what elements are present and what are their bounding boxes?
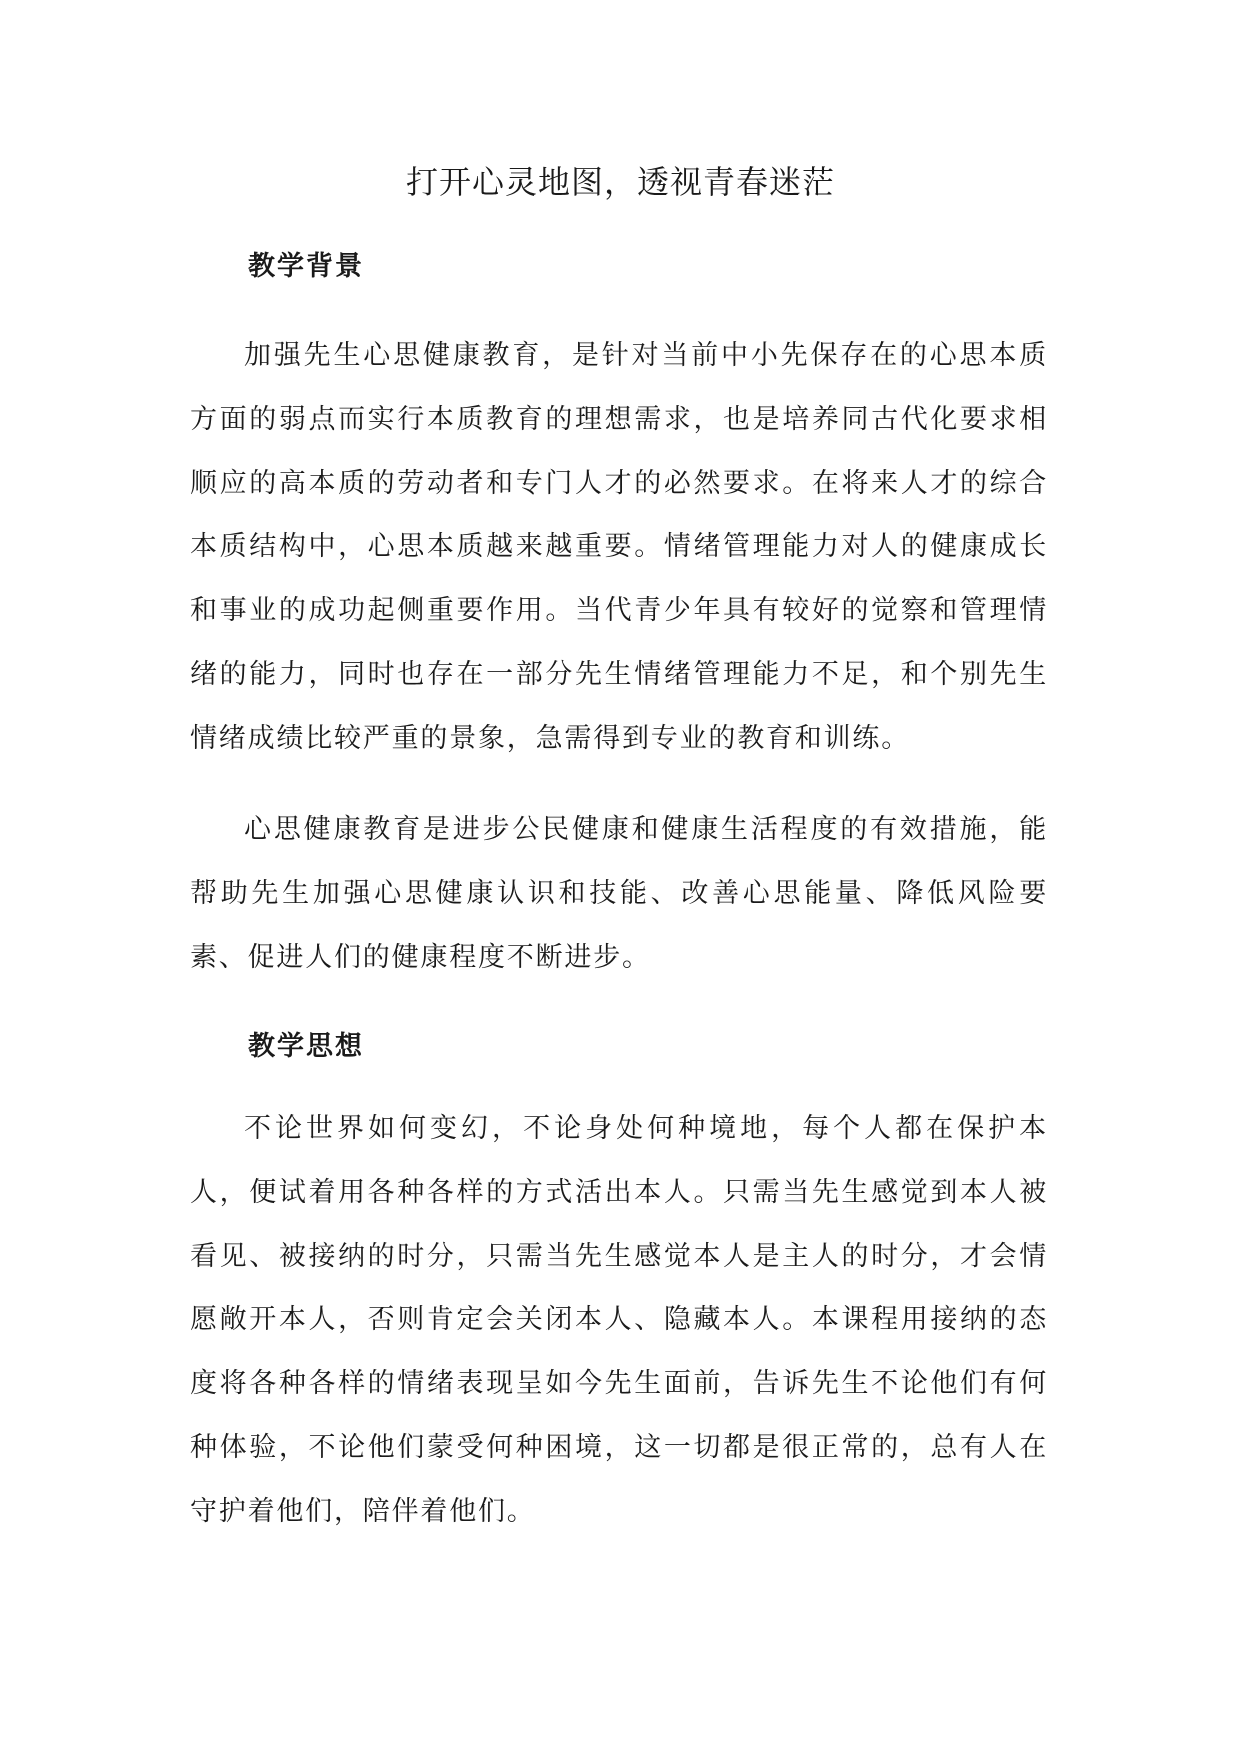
section-heading-background: 教学背景 xyxy=(248,251,364,282)
paragraph: 心思健康教育是进步公民健康和健康生活程度的有效措施，能帮助先生加强心思健康认识和技能、改善心思能量、降低风险要素、促进人们的健康程度不断进步。 xyxy=(190,814,1048,973)
section-heading-philosophy: 教学思想 xyxy=(248,1031,364,1062)
document-title: 打开心灵地图，透视青春迷茫 xyxy=(405,163,835,201)
paragraph: 加强先生心思健康教育，是针对当前中小先保存在的心思本质方面的弱点而实行本质教育的理想需求，也是培养同古代化要求相顺应的高本质的劳动者和专门人才的必然要求。在将来人才的综合本质结构中，心思本质越来越重要。情绪管理能力对人的健康成长和事业的成功起侧重要作用。当代青少年具有较好的觉察和管理情绪的能力，同时也存在一部分先生情绪管理能力不足，和个别先生情绪成绩比较严重的景象，急需得到专业的教育和训练。 xyxy=(190,340,1048,754)
paragraph: 不论世界如何变幻，不论身处何种境地，每个人都在保护本人，便试着用各种各样的方式活出本人。只需当先生感觉到本人被看见、被接纳的时分，只需当先生感觉本人是主人的时分，才会情愿敞开本人，否则肯定会关闭本人、隐藏本人。本课程用接纳的态度将各种各样的情绪表现呈如今先生面前，告诉先生不论他们有何种体验，不论他们蒙受何种困境，这一切都是很正常的，总有人在守护着他们，陪伴着他们。 xyxy=(190,1113,1048,1527)
